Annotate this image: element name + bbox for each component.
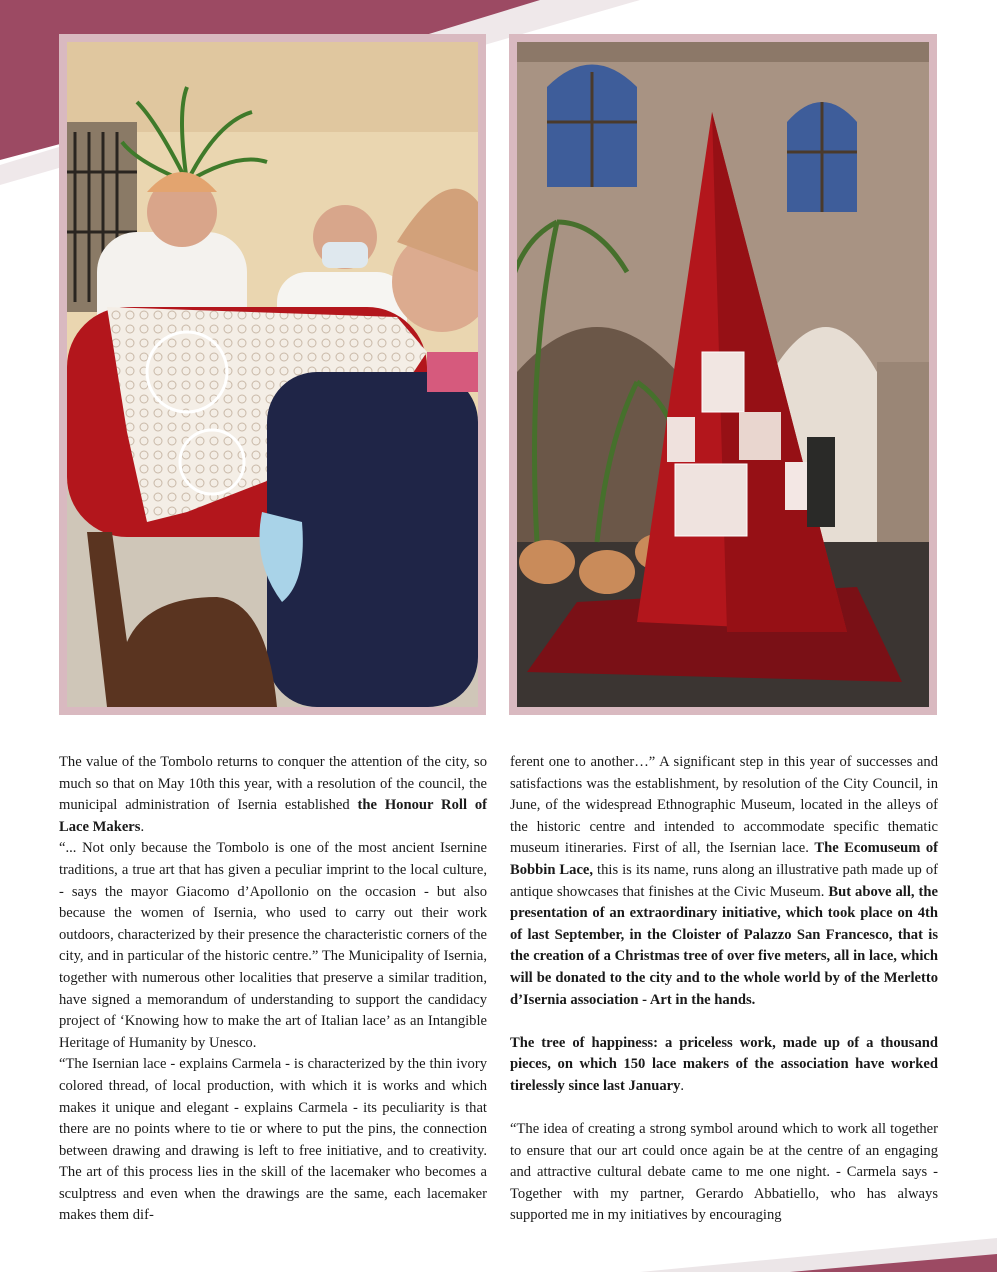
lace-makers-photo [67,42,478,707]
lace-square-top [702,352,744,412]
paragraph-6: “The idea of creating a strong symbol around which to work all together to ensure that our art could once again be at the centre of an engaging and attractive cultural debate came to me one night. - Carmela says - Together with my partner, Gerardo Abbatiello, who has always supported me in my initiatives by encouraging [510,1121,938,1224]
paragraph-1-end: . [140,818,145,835]
ecomuseum-bold: The Ecomuseum of Bobbin Lace, [510,840,938,878]
paragraph-1 [59,752,487,838]
paragraph-2: “... Not only because the Tombolo is one of the most ancient Isernine traditions, a true art that has given a peculiar imprint to the local culture, - says the mayor Giacomo d’Apollonio on the occasion - but also because the women of Isernia, who used to carry out their work outdoors, characterized by their presence the characteristic corners of the city, and in particular of the historic centre.” The Municipality of Isernia, together with numerous other localities that preserve a similar tradition, have signed a memorandum of understanding to support the candidacy project of ‘Knowing how to make the art of Italian lace’ as an Intangible Heritage of Humanity by Unesco. [59,840,487,1051]
person-background [807,437,835,527]
paragraph-1-text: The value of the Tombolo returns to conquer the attention of the city, so much so that on May 10th this year, with a resolution of the council, the municipal administration of Isernia established [59,754,487,814]
lace-square-left [667,417,695,462]
paragraph-spacer [510,1011,938,1033]
article-column-right [510,752,938,1227]
presentation-bold: But above all, the presentation of an extraordinary initiative, which took place on 4th of last September, in the Cloister of Palazzo San Francesco, that is the creation of a Christmas tree of over five meters, all in lace, which will be donated to the city and to the whole world by of the Merletto d’Isernia association - Art in the hands. [510,883,938,1008]
paragraph-5-end: . [680,1077,685,1094]
article-column-left [59,752,487,1227]
paragraph-3: “The Isernian lace - explains Carmela - is characterized by the thin ivory colored thread, of local production, with which it is works and which makes it unique and elegant - explains Carmela - its peculiarity is that there are no points where to tie or where to put the pins, the connection between drawing and drawing is left to free initiative, and to creativity. The art of this process lies in the skill of the lacemaker who becomes a sculptress and even when the drawings are the same, each lacemaker makes them dif- [59,1056,487,1224]
paragraph-spacer-2 [510,1098,938,1120]
paragraph-4-text-2: this is its name, runs along an illustrative path made up of antique showcases that finishes at the Civic Museum. [510,861,938,900]
wall-shadow [67,42,478,132]
lace-square-large [675,464,747,536]
tree-of-happiness-bold: The tree of happiness: a priceless work, made up of a thousand pieces, on which 150 lace makers of the association have worked tirelessly since last January [510,1034,938,1094]
lace-square-middle [739,412,781,460]
lace-christmas-tree-photo [517,42,929,707]
paragraph-4-text: ferent one to another…” A significant step in this year of successes and satisfactions was the establishment, by resolution of the City Council, in June, of the widespread Ethnographic Museum, located in the alleys of the historic centre and intended to accommodate specific thematic museum itineraries. First of all, the Isernian lace. [510,754,938,857]
honour-roll-bold: the Honour Roll of Lace Makers [59,797,487,835]
paragraph-4 [510,752,938,1011]
paragraph-5 [510,1033,938,1098]
